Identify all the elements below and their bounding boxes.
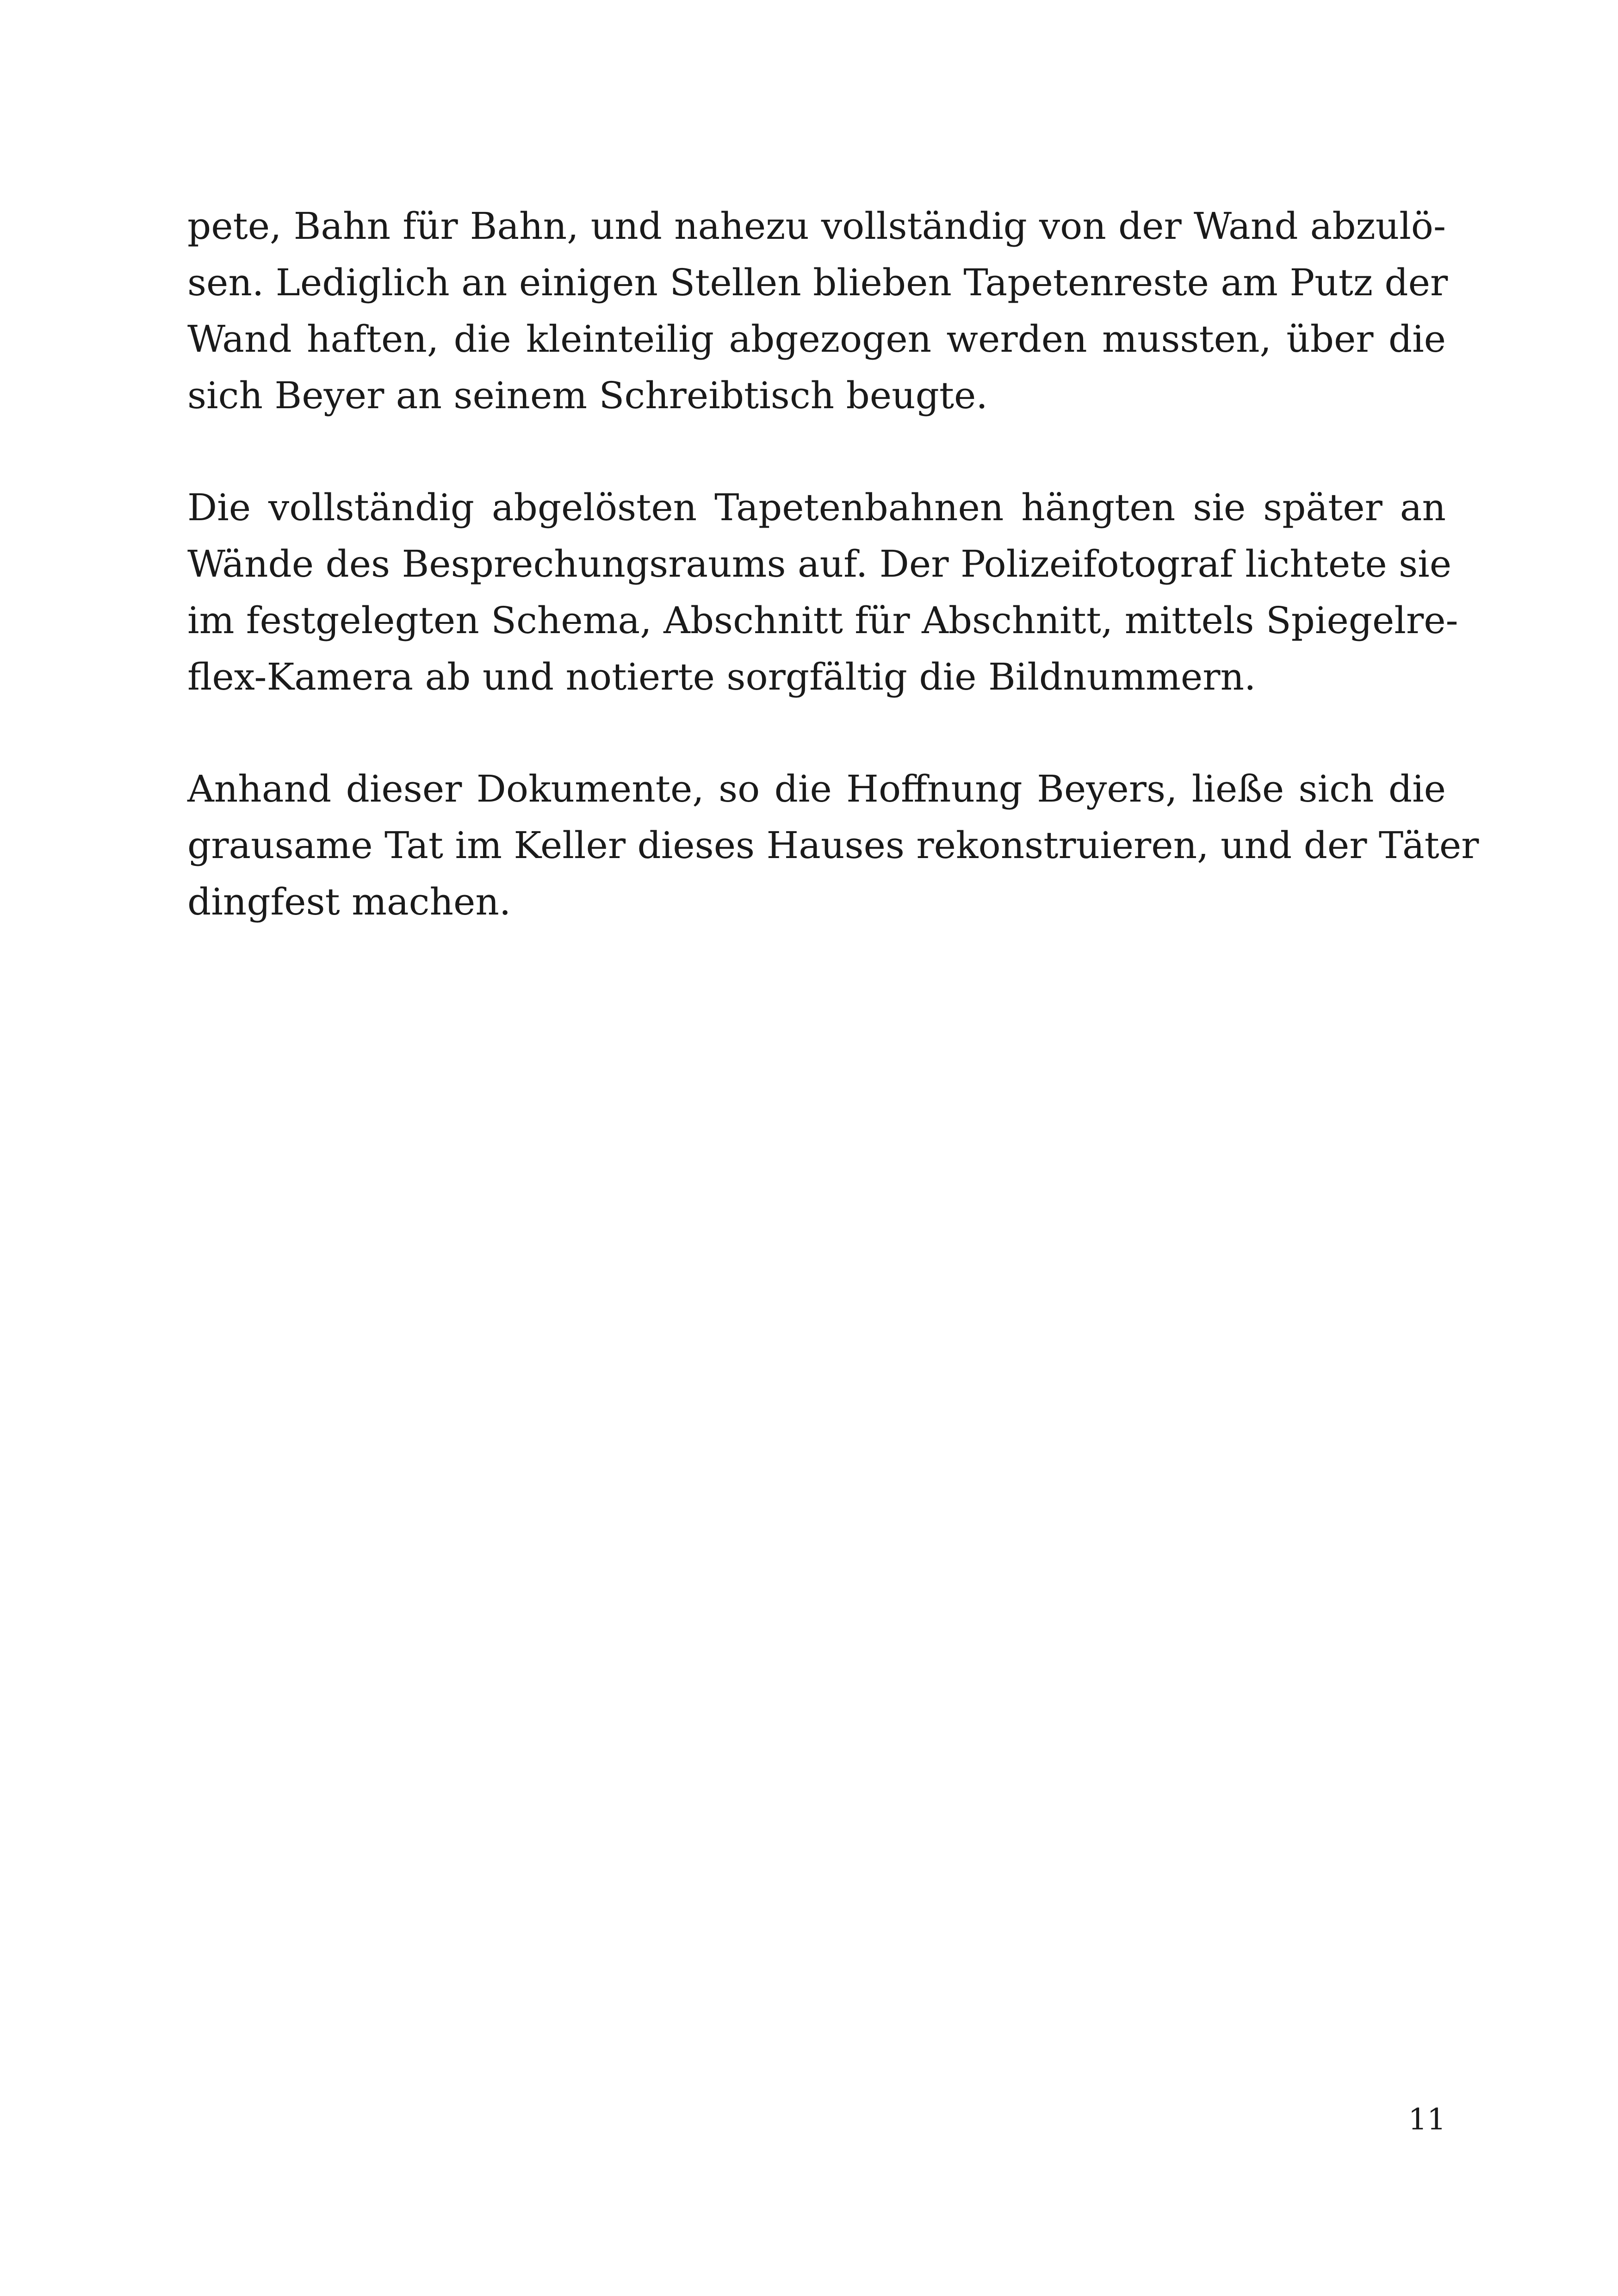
paragraph-3 xyxy=(187,761,1479,930)
paragraph-2 xyxy=(187,479,1458,705)
page-number: 11 xyxy=(1408,2103,1446,2137)
text-line: flex-Kamera ab und notierte sorgfältig die Bildnummern. xyxy=(187,655,1256,698)
text-line: pete, Bahn für Bahn, und nahezu vollständig von der Wand abzulö- xyxy=(187,205,1446,248)
text-line: Anhand dieser Dokumente, so die Hoffnung Beyers, ließe sich die xyxy=(187,767,1446,810)
text-line: Wand haften, die kleinteilig abgezogen werden mussten, über die xyxy=(187,317,1446,361)
text-line: Die vollständig abgelösten Tapetenbahnen hängten sie später an xyxy=(187,486,1446,529)
text-line: im festgelegten Schema, Abschnitt für Abschnitt, mittels Spiegelre- xyxy=(187,599,1458,642)
text-line: sich Beyer an seinem Schreibtisch beugte. xyxy=(187,374,988,417)
paragraph-1 xyxy=(187,198,1446,424)
text-line: Wände des Besprechungsraums auf. Der Polizeifotograf lichtete sie xyxy=(187,542,1452,585)
text-line: dingfest machen. xyxy=(187,880,511,923)
text-line: grausame Tat im Keller dieses Hauses rekonstruieren, und der Täter xyxy=(187,824,1479,867)
text-line: sen. Lediglich an einigen Stellen blieben Tapetenreste am Putz der xyxy=(187,261,1448,304)
body-text xyxy=(187,198,1479,986)
